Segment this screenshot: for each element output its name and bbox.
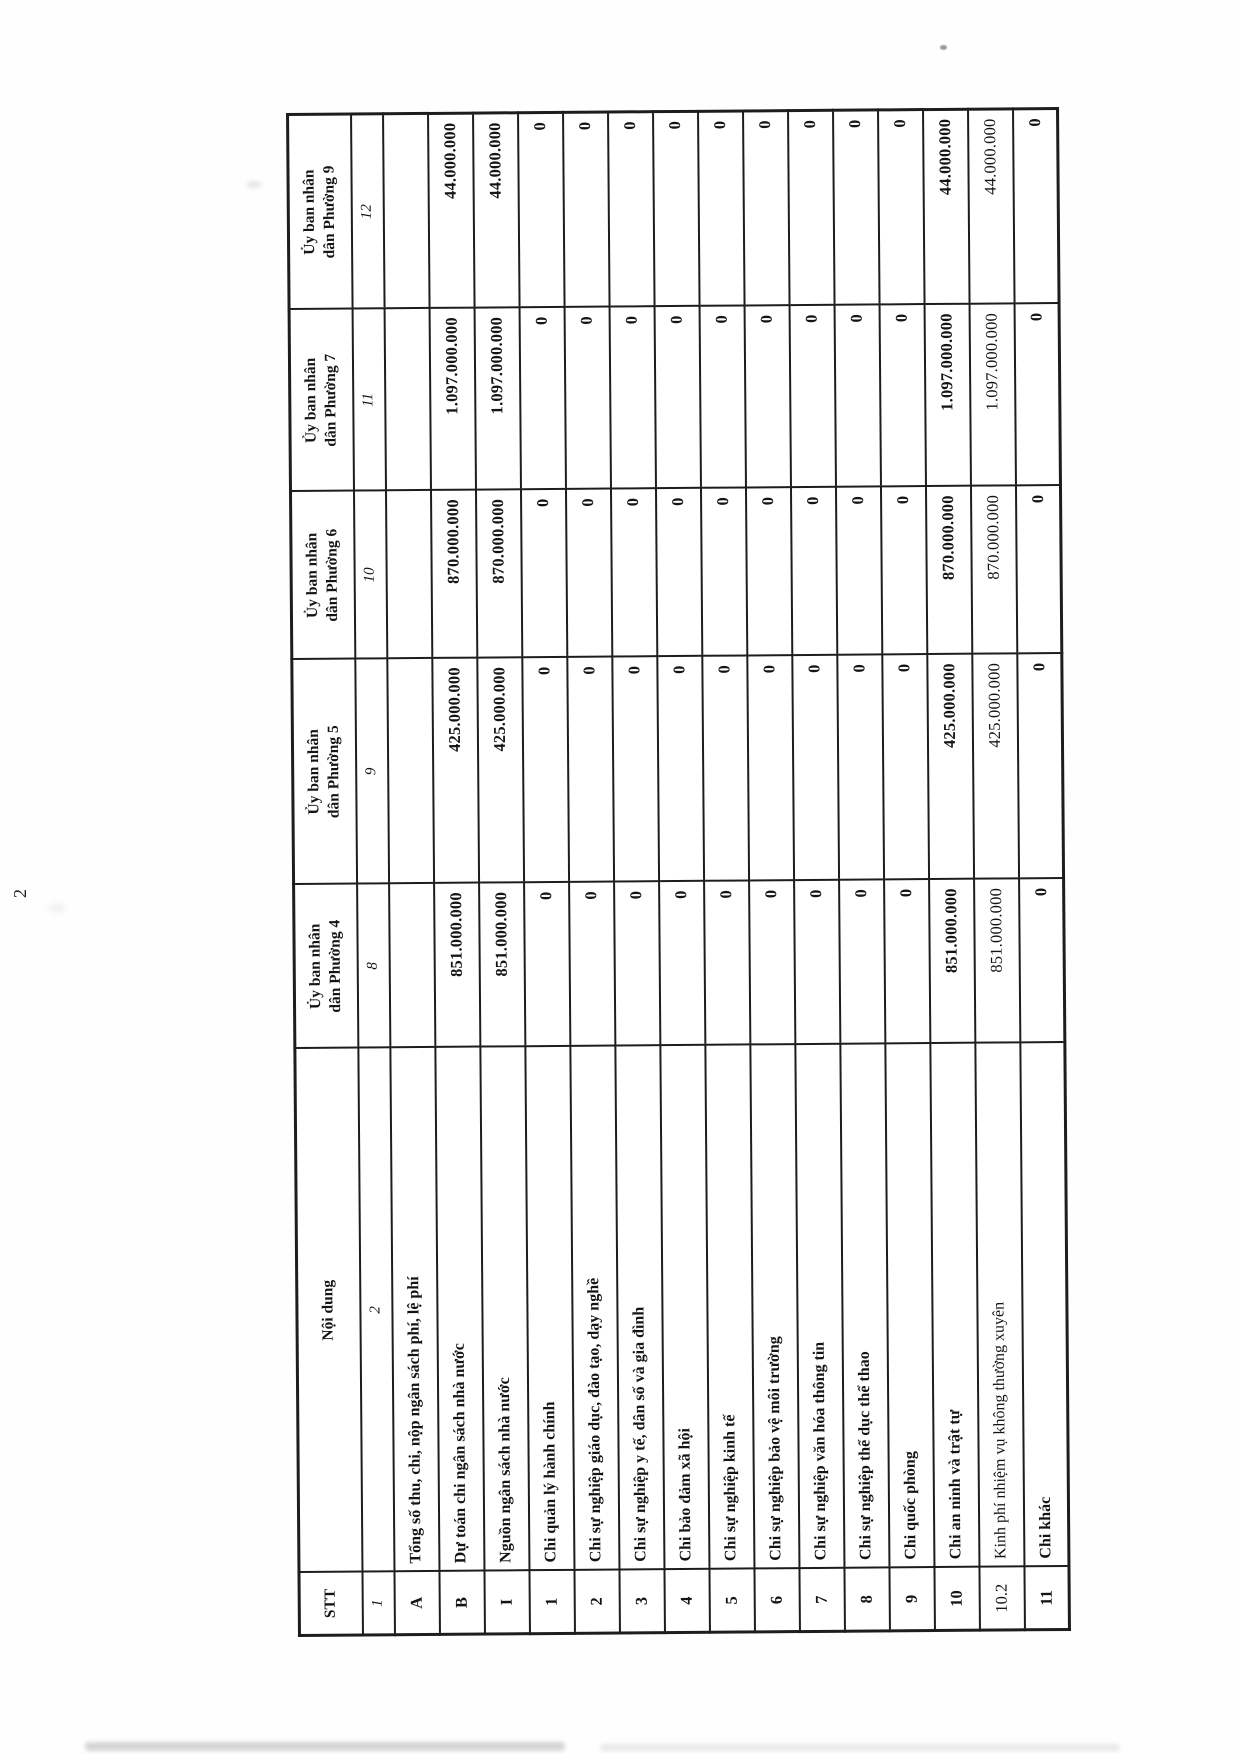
stt-cell: 3 (619, 1570, 664, 1633)
value-cell: 0 (659, 881, 705, 1045)
col-header-phuong-9-text: Ủy ban nhân dân Phường 9 (300, 165, 339, 259)
value-cell: 44.000.000 (473, 113, 520, 308)
value-cell: 44.000.000 (428, 113, 475, 308)
value-cell: 0 (704, 881, 750, 1045)
value-cell: 0 (788, 110, 835, 305)
label-cell: Nguồn ngân sách nhà nước (480, 1047, 529, 1571)
value-cell: 0 (698, 111, 745, 306)
value-cell: 0 (834, 305, 880, 487)
value-cell: 0 (833, 110, 880, 305)
value-cell: 0 (744, 306, 790, 488)
label-cell: Chi quốc phòng (885, 1044, 934, 1568)
col-header-stt: STT (299, 1572, 362, 1635)
value-cell: 0 (653, 111, 700, 306)
value-cell: 0 (1017, 653, 1064, 878)
col-header-phuong-7-text: Ủy ban nhân dân Phường 7 (302, 353, 340, 447)
value-cell: 870.000.000 (475, 490, 521, 658)
stt-cell: 10.2 (979, 1567, 1024, 1630)
value-cell (383, 113, 430, 308)
col-index-1: 1 (362, 1572, 394, 1635)
stt-cell: A (394, 1571, 439, 1634)
label-cell: Chi bảo đảm xã hội (660, 1045, 709, 1569)
stt-cell: 8 (844, 1568, 889, 1631)
col-index-12: 12 (351, 114, 385, 309)
col-index-9: 9 (355, 659, 389, 884)
stt-cell: I (484, 1571, 529, 1634)
col-index-11: 11 (352, 309, 385, 491)
col-header-phuong-5-text: Ủy ban nhân dân Phường 5 (304, 725, 343, 819)
value-cell: 0 (610, 489, 656, 657)
col-header-noi-dung: Nội dung (295, 1048, 362, 1572)
col-header-phuong-6 (290, 491, 354, 659)
value-cell: 44.000.000 (923, 109, 970, 304)
value-cell: 851.000.000 (479, 883, 525, 1047)
value-cell: 851.000.000 (929, 879, 975, 1043)
value-cell: 425.000.000 (432, 658, 479, 883)
stt-cell: 6 (754, 1569, 799, 1632)
value-cell: 0 (657, 656, 704, 881)
value-cell: 870.000.000 (925, 486, 971, 654)
value-cell: 425.000.000 (477, 658, 524, 883)
value-cell: 425.000.000 (927, 654, 974, 879)
col-header-phuong-5 (292, 659, 357, 884)
value-cell: 0 (839, 880, 885, 1044)
value-cell: 0 (884, 880, 930, 1044)
value-cell: 0 (700, 488, 746, 656)
stt-cell: 7 (799, 1568, 844, 1631)
value-cell: 44.000.000 (968, 109, 1015, 304)
value-cell: 0 (702, 656, 749, 881)
value-cell: 0 (749, 881, 795, 1045)
value-cell: 0 (522, 657, 569, 882)
stt-cell: 2 (574, 1570, 619, 1633)
value-cell: 0 (747, 656, 794, 881)
value-cell: 851.000.000 (434, 883, 480, 1047)
table-header (288, 114, 395, 1636)
label-cell: Chi khác (1020, 1042, 1069, 1566)
value-cell: 0 (1019, 878, 1065, 1042)
label-cell: Kinh phí nhiệm vụ không thường xuyên (975, 1043, 1024, 1567)
value-cell: 0 (612, 657, 659, 882)
value-cell: 0 (609, 307, 655, 489)
stt-cell: 11 (1024, 1566, 1069, 1629)
value-cell: 1.097.000.000 (474, 308, 520, 490)
value-cell: 0 (792, 655, 839, 880)
stt-cell: 1 (529, 1570, 574, 1633)
col-header-phuong-9 (288, 114, 353, 309)
label-cell: Tổng số thu, chi, nộp ngân sách phí, lệ phí (390, 1047, 439, 1571)
value-cell: 0 (794, 880, 840, 1044)
value-cell: 0 (1015, 485, 1061, 653)
value-cell: 0 (520, 489, 566, 657)
label-cell: Chi sự nghiệp kinh tế (705, 1045, 754, 1569)
value-cell: 0 (614, 882, 660, 1046)
value-cell: 870.000.000 (970, 486, 1016, 654)
value-cell: 851.000.000 (974, 879, 1020, 1043)
label-cell: Dự toán chi ngân sách nhà nước (435, 1047, 484, 1571)
label-cell: Chi sự nghiệp văn hóa thông tin (795, 1044, 844, 1568)
value-cell: 1.097.000.000 (969, 304, 1015, 486)
value-cell: 0 (518, 112, 565, 307)
stt-cell: 4 (664, 1569, 709, 1632)
col-index-10: 10 (353, 491, 386, 659)
col-header-phuong-4-text: Ủy ban nhân dân Phường 4 (306, 919, 345, 1013)
value-cell: 0 (519, 307, 565, 489)
value-cell: 0 (524, 882, 570, 1046)
value-cell: 0 (1013, 108, 1060, 303)
value-cell (387, 658, 434, 883)
col-header-phuong-6-text: Ủy ban nhân dân Phường 6 (303, 528, 342, 622)
stt-cell: 5 (709, 1569, 754, 1632)
value-cell: 0 (699, 306, 745, 488)
col-header-phuong-4 (294, 884, 358, 1048)
label-cell: Chi sự nghiệp y tế, dân số và gia đình (615, 1046, 664, 1570)
value-cell: 0 (1014, 303, 1060, 485)
label-cell: Chi sự nghiệp bảo vệ môi trường (750, 1045, 799, 1569)
value-cell: 0 (564, 307, 610, 489)
col-header-phuong-7 (289, 309, 353, 491)
label-cell: Chi an ninh và trật tự (930, 1043, 979, 1567)
value-cell: 0 (567, 657, 614, 882)
value-cell: 0 (745, 488, 791, 656)
value-cell: 1.097.000.000 (429, 308, 475, 490)
value-cell: 0 (837, 655, 884, 880)
value-cell: 0 (879, 305, 925, 487)
value-cell: 0 (565, 489, 611, 657)
col-index-8: 8 (357, 884, 390, 1048)
budget-table (286, 107, 1071, 1637)
label-cell: Chi quản lý hành chính (525, 1046, 574, 1570)
value-cell (389, 883, 435, 1047)
header-row (288, 114, 363, 1635)
value-cell (385, 490, 431, 658)
value-cell: 0 (880, 487, 926, 655)
value-cell: 0 (835, 487, 881, 655)
value-cell: 0 (608, 112, 655, 307)
value-cell: 0 (790, 487, 836, 655)
value-cell: 0 (563, 112, 610, 307)
page-number: 2 (10, 889, 30, 898)
value-cell: 0 (743, 111, 790, 306)
value-cell: 0 (655, 488, 701, 656)
stt-cell: B (439, 1571, 484, 1634)
value-cell: 1.097.000.000 (924, 304, 970, 486)
col-index-2: 2 (358, 1048, 394, 1572)
value-cell: 870.000.000 (430, 490, 476, 658)
stt-cell: 10 (934, 1567, 979, 1630)
value-cell: 425.000.000 (972, 654, 1019, 879)
label-cell: Chi sự nghiệp thể dục thể thao (840, 1044, 889, 1568)
stt-cell: 9 (889, 1568, 934, 1631)
label-cell: Chi sự nghiệp giáo dục, đào tạo, dạy nghề (570, 1046, 619, 1570)
value-cell: 0 (654, 306, 700, 488)
value-cell: 0 (878, 110, 925, 305)
value-cell: 0 (569, 882, 615, 1046)
value-cell: 0 (882, 655, 929, 880)
value-cell (384, 308, 430, 490)
table-body (383, 108, 1070, 1634)
value-cell: 0 (789, 305, 835, 487)
